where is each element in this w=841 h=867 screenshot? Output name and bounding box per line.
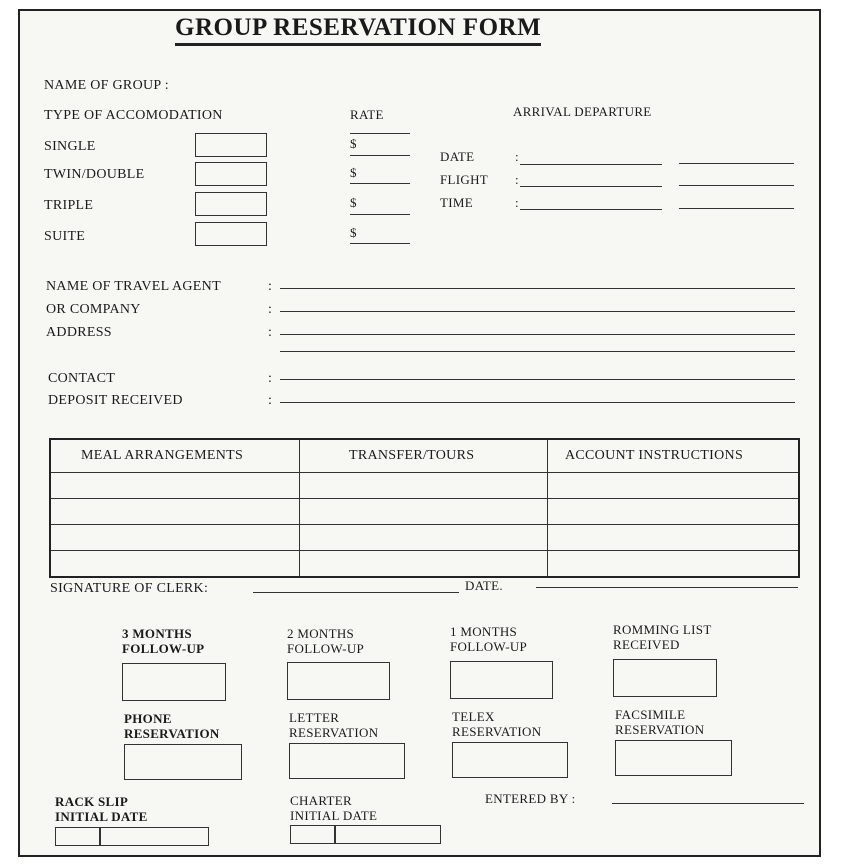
room-label-suite: SUITE (44, 229, 86, 244)
charter-initial-box[interactable] (290, 825, 336, 844)
row-divider (51, 524, 798, 525)
letter-reservation-label: LETTER (289, 710, 340, 725)
rack-slip-date-box[interactable] (99, 827, 209, 846)
header-divider (51, 472, 798, 473)
followup-2-months-box[interactable] (287, 662, 390, 700)
form-page (18, 9, 821, 857)
received-label: RECEIVED (613, 637, 680, 652)
facsimile-reservation-box[interactable] (615, 740, 732, 776)
twin-double-rate-field[interactable] (350, 183, 410, 184)
reservation-sublabel: RESERVATION (289, 725, 379, 740)
suite-qty-box[interactable] (195, 222, 267, 246)
room-label-single: SINGLE (44, 139, 96, 154)
charter-label: CHARTER (290, 793, 352, 808)
departure-time-field[interactable] (679, 208, 794, 209)
deposit-received-label: DEPOSIT RECEIVED (48, 393, 183, 408)
arrival-flight-field[interactable] (520, 186, 662, 187)
colon: : (268, 279, 273, 294)
single-qty-box[interactable] (195, 133, 267, 157)
followup-sublabel: FOLLOW-UP (122, 641, 205, 656)
name-of-group-label: NAME OF GROUP : (44, 78, 169, 93)
phone-reservation-box[interactable] (124, 744, 242, 780)
address-label: ADDRESS (46, 325, 112, 340)
date-label: DATE. (465, 578, 503, 593)
signature-of-clerk-label: SIGNATURE OF CLERK: (50, 581, 209, 596)
rooming-list-box[interactable] (613, 659, 717, 697)
triple-rate-field[interactable] (350, 214, 410, 215)
entered-by-label: ENTERED BY : (485, 791, 576, 806)
column-divider (547, 440, 548, 576)
time-label: TIME (440, 195, 473, 210)
triple-qty-box[interactable] (195, 192, 267, 216)
colon: : (268, 302, 273, 317)
entered-by-field[interactable] (612, 803, 804, 804)
telex-reservation-box[interactable] (452, 742, 568, 778)
arrival-date-field[interactable] (520, 164, 662, 165)
type-of-accommodation-label: TYPE OF ACCOMODATION (44, 108, 223, 123)
address-field-line-1[interactable] (280, 334, 795, 335)
meal-arrangements-header: MEAL ARRANGEMENTS (81, 448, 244, 463)
currency-symbol: $ (350, 195, 357, 210)
charter-date-box[interactable] (334, 825, 441, 844)
reservation-sublabel: RESERVATION (452, 724, 542, 739)
rate-header-line (350, 133, 410, 134)
flight-label: FLIGHT (440, 172, 489, 187)
contact-field[interactable] (280, 379, 795, 380)
suite-rate-field[interactable] (350, 243, 410, 244)
currency-symbol: $ (350, 225, 357, 240)
phone-reservation-label: PHONE (124, 711, 172, 726)
departure-date-field[interactable] (679, 163, 794, 164)
form-title: GROUP RESERVATION FORM (175, 14, 541, 46)
followup-1-months-box[interactable] (450, 661, 553, 699)
followup-label-1-months: 1 MONTHS (450, 624, 518, 639)
currency-symbol: $ (350, 165, 357, 180)
colon: : (515, 195, 519, 210)
arrival-departure-label: ARRIVAL DEPARTURE (513, 104, 652, 119)
date-label: DATE (440, 149, 475, 164)
rooming-list-label: ROMMING LIST (613, 622, 712, 637)
rate-label: RATE (350, 107, 384, 122)
arrangements-table (49, 438, 800, 578)
rack-slip-initial-box[interactable] (55, 827, 101, 846)
twin-double-qty-box[interactable] (195, 162, 267, 186)
telex-reservation-label: TELEX (452, 709, 495, 724)
initial-date-label: INITIAL DATE (55, 809, 148, 824)
contact-label: CONTACT (48, 371, 116, 386)
initial-date-label: INITIAL DATE (290, 808, 378, 823)
departure-flight-field[interactable] (679, 185, 794, 186)
colon: : (515, 172, 519, 187)
facsimile-reservation-label: FACSIMILE (615, 707, 686, 722)
followup-3-months-box[interactable] (122, 663, 226, 701)
followup-label-3-months: 3 MONTHS (122, 626, 192, 641)
row-divider (51, 550, 798, 551)
arrival-time-field[interactable] (520, 209, 662, 210)
company-field[interactable] (280, 311, 795, 312)
currency-symbol: $ (350, 136, 357, 151)
colon: : (268, 371, 273, 386)
colon: : (268, 393, 273, 408)
row-divider (51, 498, 798, 499)
column-divider (299, 440, 300, 576)
followup-sublabel: FOLLOW-UP (450, 639, 528, 654)
signature-date-field[interactable] (536, 587, 798, 588)
followup-sublabel: FOLLOW-UP (287, 641, 365, 656)
followup-label-2-months: 2 MONTHS (287, 626, 355, 641)
colon: : (515, 149, 519, 164)
reservation-sublabel: RESERVATION (615, 722, 705, 737)
room-label-triple: TRIPLE (44, 198, 94, 213)
transfer-tours-header: TRANSFER/TOURS (349, 448, 475, 463)
signature-of-clerk-field[interactable] (253, 592, 459, 593)
travel-agent-label: NAME OF TRAVEL AGENT (46, 279, 221, 294)
reservation-sublabel: RESERVATION (124, 726, 220, 741)
deposit-received-field[interactable] (280, 402, 795, 403)
travel-agent-field[interactable] (280, 288, 795, 289)
colon: : (268, 325, 273, 340)
address-field-line-2[interactable] (280, 351, 795, 352)
letter-reservation-box[interactable] (289, 743, 405, 779)
rack-slip-label: RACK SLIP (55, 794, 129, 809)
account-instructions-header: ACCOUNT INSTRUCTIONS (565, 448, 744, 463)
company-label: OR COMPANY (46, 302, 141, 317)
single-rate-field[interactable] (350, 155, 410, 156)
room-label-twin-double: TWIN/DOUBLE (44, 167, 145, 182)
